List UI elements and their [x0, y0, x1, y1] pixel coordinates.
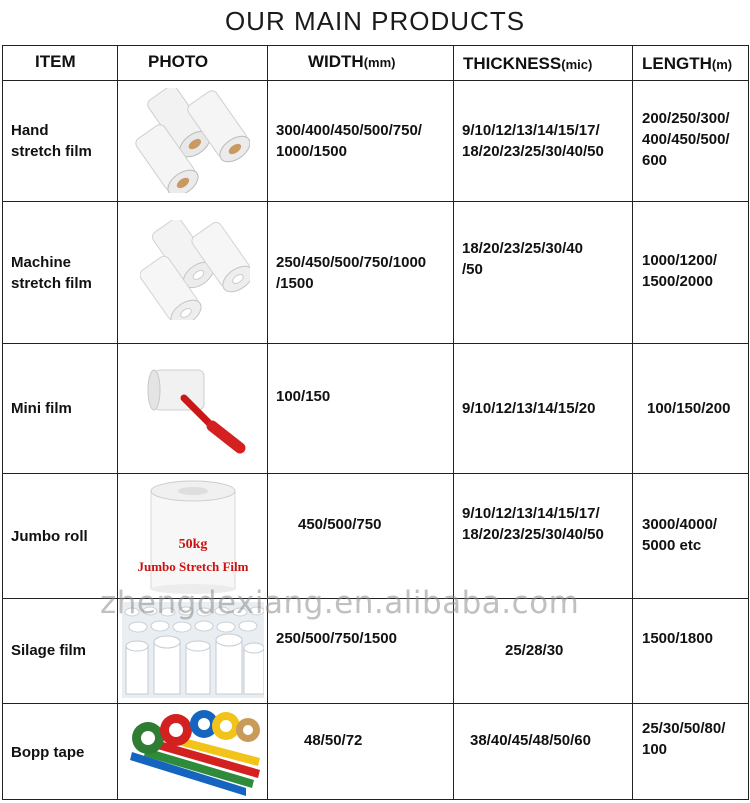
jumbo-label-weight: 50kg	[178, 537, 208, 552]
row-1-width: 300/400/450/500/750/ 1000/1500	[276, 122, 422, 160]
header-photo: PHOTO	[148, 52, 209, 71]
bopp-tape-photo	[126, 708, 262, 796]
mini-film-photo	[140, 358, 250, 458]
row-4-thickness: 9/10/12/13/14/15/17/ 18/20/23/25/30/40/50	[462, 505, 604, 543]
row-3-item: Mini film	[11, 400, 72, 417]
row-2-thickness: 18/20/23/25/30/40 /50	[462, 240, 583, 278]
row-6-item: Bopp tape	[11, 744, 85, 761]
header-item: ITEM	[35, 52, 76, 71]
page-title: OUR MAIN PRODUCTS	[224, 6, 526, 36]
row-1-length: 200/250/300/ 400/450/500/ 600	[642, 110, 730, 169]
row-5-length: 1500/1800	[642, 630, 713, 647]
row-6-width: 48/50/72	[304, 732, 363, 749]
row-1-item: Hand stretch film	[11, 122, 92, 160]
jumbo-roll-photo	[120, 477, 266, 595]
machine-stretch-film-photo	[140, 220, 250, 320]
header-thickness: THICKNESS(mic)	[463, 54, 593, 73]
row-1-thickness: 9/10/12/13/14/15/17/ 18/20/23/25/30/40/50	[462, 122, 604, 160]
watermark: zhengdexiang.en.alibaba.com	[100, 585, 580, 621]
row-4-item: Jumbo roll	[11, 528, 88, 545]
row-5-thickness: 25/28/30	[505, 642, 564, 659]
row-5-width: 250/500/750/1500	[276, 630, 397, 647]
header-width: WIDTH(mm)	[308, 52, 396, 71]
row-2-length: 1000/1200/ 1500/2000	[642, 252, 718, 290]
header-length: LENGTH(m)	[642, 54, 733, 73]
row-3-thickness: 9/10/12/13/14/15/20	[462, 400, 596, 417]
row-4-width: 450/500/750	[298, 516, 382, 533]
row-3-width: 100/150	[276, 388, 331, 405]
jumbo-label-name: Jumbo Stretch Film	[137, 559, 249, 574]
row-4-length: 3000/4000/ 5000 etc	[642, 516, 718, 554]
row-5-item: Silage film	[11, 642, 87, 659]
row-2-item: Machine stretch film	[11, 254, 92, 292]
hand-stretch-film-photo	[135, 88, 250, 193]
row-6-thickness: 38/40/45/48/50/60	[470, 732, 591, 749]
row-3-length: 100/150/200	[647, 400, 731, 417]
row-6-length: 25/30/50/80/ 100	[642, 720, 726, 758]
row-2-width: 250/450/500/750/1000 /1500	[276, 254, 427, 292]
